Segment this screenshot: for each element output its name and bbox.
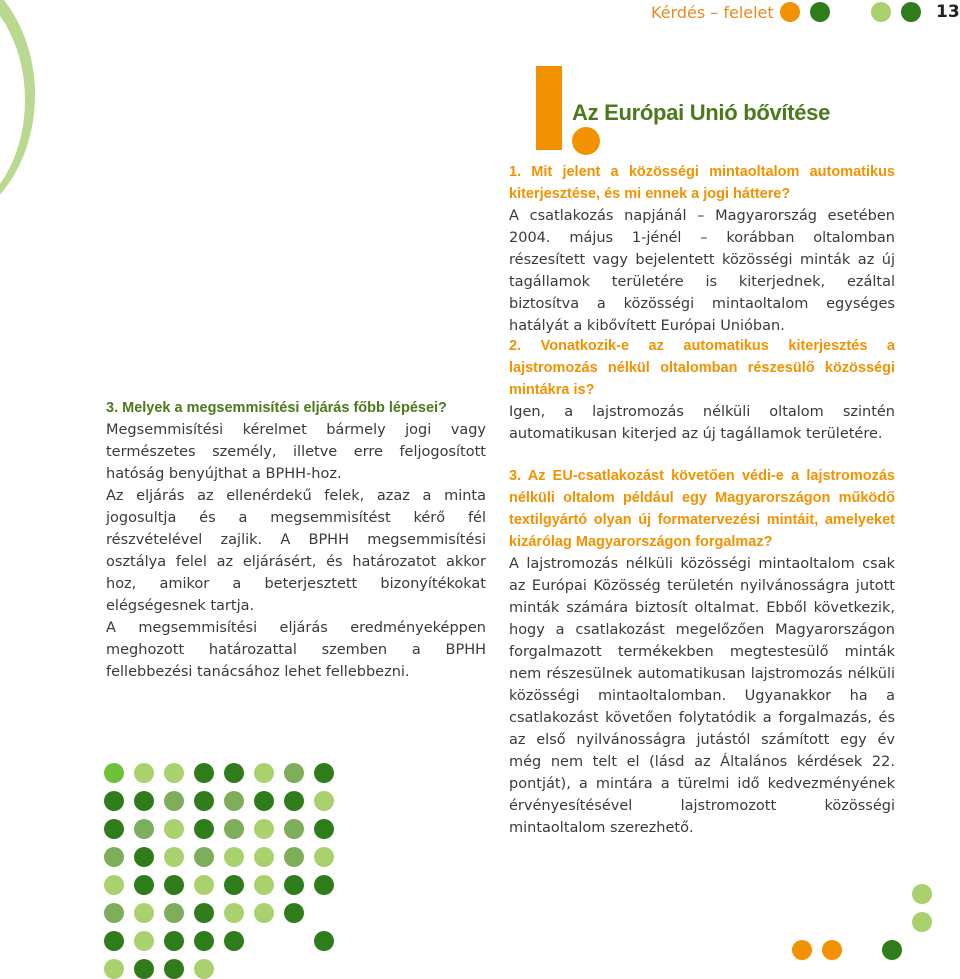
grid-dot: [284, 903, 304, 923]
header-dot-orange: [780, 2, 800, 22]
grid-dot: [134, 903, 154, 923]
grid-dot: [284, 819, 304, 839]
grid-dot: [194, 959, 214, 979]
grid-dot: [134, 763, 154, 783]
exclamation-bar: [536, 66, 562, 150]
corner-dot: [912, 912, 932, 932]
question: 2. Vonatkozik-e az automatikus kiterjesztés a lajstromozás nélkül oltalomban részesülő közösségi mintákra is?: [509, 338, 895, 398]
corner-dot: [882, 940, 902, 960]
grid-dot: [104, 931, 124, 951]
answer: A csatlakozás napjánál – Magyarország esetében 2004. május 1-jénél – korábban oltalomban részesített vagy bejelentett közösségi minták az új tagállamok területére is kiterjednek, ezáltal biztosítva a közösségi mintaoltalom egységes hatályát a kibővített Európai Unióban.: [509, 208, 895, 334]
grid-dot: [284, 875, 304, 895]
grid-dot: [284, 847, 304, 867]
qa-item-1: [509, 161, 895, 337]
grid-dot: [224, 763, 244, 783]
grid-dot: [164, 763, 184, 783]
grid-dot: [134, 931, 154, 951]
grid-dot: [194, 903, 214, 923]
grid-dot: [104, 763, 124, 783]
grid-dot: [104, 819, 124, 839]
qa-item-3: [509, 465, 895, 839]
grid-dot: [224, 819, 244, 839]
header-dot-dark-green: [901, 2, 921, 22]
grid-dot: [254, 819, 274, 839]
grid-dot: [314, 819, 334, 839]
grid-dot: [104, 903, 124, 923]
qa-item-2: [509, 335, 895, 445]
grid-dot: [194, 763, 214, 783]
grid-dot: [284, 791, 304, 811]
grid-dot: [164, 847, 184, 867]
grid-dot: [314, 875, 334, 895]
grid-dot: [134, 791, 154, 811]
grid-dot: [194, 819, 214, 839]
question: 3. Melyek a megsemmisítési eljárás főbb lépései?: [106, 400, 447, 416]
grid-dot: [164, 791, 184, 811]
grid-dot: [224, 791, 244, 811]
question: 1. Mit jelent a közösségi mintaoltalom automatikus kiterjesztése, és mi ennek a jogi háttere?: [509, 164, 895, 202]
answer-paragraph: Megsemmisítési kérelmet bármely jogi vagy természetes személy, illetve erre feljogosított hatóság benyújthat a BPHH-hoz.: [106, 422, 486, 482]
grid-dot: [164, 875, 184, 895]
grid-dot: [164, 903, 184, 923]
grid-dot: [104, 959, 124, 979]
grid-dot: [254, 763, 274, 783]
grid-dot: [194, 931, 214, 951]
grid-dot: [314, 763, 334, 783]
grid-dot: [314, 931, 334, 951]
grid-dot: [164, 819, 184, 839]
grid-dot: [194, 791, 214, 811]
grid-dot: [284, 763, 304, 783]
grid-dot: [134, 819, 154, 839]
grid-dot: [224, 903, 244, 923]
header-dot-light-green: [871, 2, 891, 22]
answer-paragraph: A megsemmisítési eljárás eredményeképpen meghozott határozattal szemben a BPHH fellebbezési tanácsához lehet fellebbezni.: [106, 620, 486, 680]
qa-item-procedure: [106, 397, 486, 683]
grid-dot: [314, 791, 334, 811]
grid-dot: [104, 875, 124, 895]
page-number: 13: [936, 2, 960, 22]
grid-dot: [194, 875, 214, 895]
grid-dot: [164, 931, 184, 951]
grid-dot: [134, 959, 154, 979]
corner-dot: [912, 884, 932, 904]
section-title: Az Európai Unió bővítése: [572, 100, 831, 125]
grid-dot: [134, 847, 154, 867]
grid-dot: [314, 847, 334, 867]
exclamation-dot: [572, 127, 600, 155]
grid-dot: [224, 875, 244, 895]
grid-dot: [254, 791, 274, 811]
grid-dot: [134, 875, 154, 895]
grid-dot: [194, 847, 214, 867]
grid-dot: [254, 875, 274, 895]
grid-dot: [224, 847, 244, 867]
question: 3. Az EU-csatlakozást követően védi-e a lajstromozás nélküli oltalom például egy Magyarországon működő textilgyártó olyan új formatervezési mintáit, amelyeket kizárólag Magyarországon forgalmaz?: [509, 468, 895, 550]
answer-paragraph: Az eljárás az ellenérdekű felek, azaz a minta jogosultja és a megsemmisítést kérő fél részvételével zajlik. A BPHH megsemmisítési osztálya felel az eljárásért, és határozatot akkor hoz, amikor a beterjesztett bizonyítékokat elégségesnek tartja.: [106, 488, 486, 614]
answer: A lajstromozás nélküli közösségi mintaoltalom csak az Európai Közösség területén nyilvánosságra jutott minták számára biztosít oltalmat. Ebből következik, hogy a csatlakozást megelőzően Magyarországon forgalmazott termékekben megtestesülő minták nem részesülnek automatikusan lajstromozás nélküli közösségi mintaoltalomban. Ugyanakkor ha a csatlakozást követően folytatódik a forgalmazás, és az első nyilvánosságra jutástól számított egy év még nem telt el (lásd az Általános kérdések 22. pontját), a mintára a türelmi idő kedvezményének érvényesítésével lajstromozott közösségi mintaoltalom szerezhető.: [509, 556, 895, 836]
corner-dot: [822, 940, 842, 960]
answer: Igen, a lajstromozás nélküli oltalom szintén automatikusan kiterjed az új tagállamok területére.: [509, 404, 895, 442]
grid-dot: [224, 931, 244, 951]
corner-dot: [792, 940, 812, 960]
grid-dot: [104, 847, 124, 867]
page-header: [0, 0, 960, 26]
grid-dot: [254, 903, 274, 923]
running-head: Kérdés – felelet: [651, 3, 774, 22]
grid-dot: [104, 791, 124, 811]
grid-dot: [164, 959, 184, 979]
grid-dot: [254, 847, 274, 867]
header-dot-green: [810, 2, 830, 22]
